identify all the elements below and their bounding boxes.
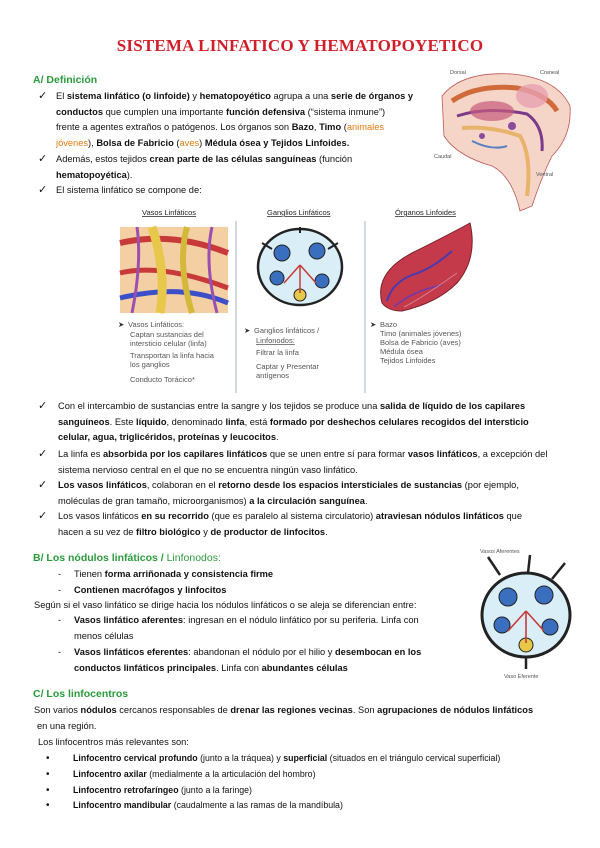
svg-text:Conducto Torácico*: Conducto Torácico* [130,375,195,384]
svg-text:Médula ósea: Médula ósea [380,347,423,356]
b-aferentes: Vasos linfático aferentes: ingresan en el nódulo linfático por su periferia. Linfa con menos células [74,615,419,641]
svg-text:Ganglios linfáticos /: Ganglios linfáticos / [254,326,320,335]
dash-icon: - [58,569,62,579]
svg-text:Filtrar la linfa: Filtrar la linfa [256,348,299,357]
c-bullet-1: Linfocentro cervical profundo (junto a la tráquea) y superficial (situados en el triángulo cervical superficial) [73,753,501,763]
label-ventral: Ventral [536,172,554,178]
svg-text:Tejidos Linfoides: Tejidos Linfoides [380,356,436,365]
label-dorsal: Dorsal [450,70,466,76]
b-intro: Según si el vaso linfático se dirige hacia los nódulos linfáticos o se aleja se diferencian entre: [34,600,417,610]
c-bullet-2: Linfocentro axilar (medialmente a la articulación del hombro) [73,769,316,779]
check-icon: ✓ [38,510,48,522]
label-caudal: Caudal [434,154,452,160]
check-icon: ✓ [38,153,48,165]
label-craneal: Craneal [540,70,560,76]
svg-text:Captar y Presentar: Captar y Presentar [256,362,319,371]
check-icon: ✓ [38,400,48,412]
page-title: SISTEMA LINFATICO Y HEMATOPOYETICO [116,36,484,55]
bullet-icon: • [46,800,50,811]
label-aferentes: Vasos Aferentes [480,549,520,555]
header-vasos: Vasos Linfáticos [142,208,197,217]
list2-item-2: La linfa es absorbida por los capilares linfáticos que se unen entre sí para formar vasos linfáticos, a excepción del sistema nervioso central en el que no se encuentra ningún vaso linfático. [58,449,548,475]
svg-text:Transportan la linfa hacia: Transportan la linfa hacia [130,351,214,360]
b-item-1: Tienen forma arriñonada y consistencia firme [74,569,274,579]
svg-text:➤: ➤ [118,320,125,329]
bullet-icon: • [46,785,50,796]
a-item-3: El sistema linfático se compone de: [56,185,202,195]
c-bullet-4: Linfocentro mandibular (caudalmente a las ramas de la mandíbula) [73,800,343,810]
svg-text:➤: ➤ [370,320,377,329]
check-icon: ✓ [38,479,48,491]
dash-icon: - [58,647,62,657]
header-organos: Órganos Linfoides [395,208,456,217]
check-icon: ✓ [38,184,48,196]
svg-text:Vasos Linfáticos:: Vasos Linfáticos: [128,320,185,329]
section-c-heading: C/ Los linfocentros [33,688,129,700]
list2-item-4: Los vasos linfáticos en su recorrido (que es paralelo al sistema circulatorio) atraviesan nódulos linfáticos que hacen a su vez de filtro biológico y de productor de linfocitos. [58,511,523,537]
lymph-vessel-illustration [120,227,228,313]
a-item-2: Además, estos tejidos crean parte de las células sanguíneas (función hematopoyética). [56,154,353,180]
c-intro: Los linfocentros más relevantes son: [38,737,189,747]
anatomy-diagram [432,66,577,216]
lymph-node-diagram [470,545,580,680]
header-ganglios: Ganglios Linfáticos [267,208,331,217]
svg-text:los ganglios: los ganglios [130,360,170,369]
dash-icon: - [58,585,62,595]
bullet-icon: • [46,769,50,780]
list2-item-3: Los vasos linfáticos, colaboran en el retorno desde los espacios intersticiales de sustancias (por ejemplo, moléculas de gran tamaño, microorganismos) a la circulación sanguínea. [58,480,519,506]
check-icon: ✓ [38,90,48,102]
lymph-node-illustration [258,227,342,305]
list2-item-1: Con el intercambio de sustancias entre la sangre y los tejidos se produce una salida de líquido de los capilares sanguíneos. Este líquido, denominado linfa, está formado por deshechos celulares recogidos del intersticio celular, agua, triglicéridos, proteínas y leucocitos. [58,401,529,442]
svg-text:Bolsa de Fabricio (aves): Bolsa de Fabricio (aves) [380,338,461,347]
check-icon: ✓ [38,448,48,460]
a-item-1: El sistema linfático (o linfoide) y hematopoyético agrupa a una serie de órganos y conductos que cumplen una importante función defensiva (“sistema inmune”) frente a agentes extraños o patógenos. Los órganos son Bazo, Timo (animales jóvenes), Bolsa de Fabricio (aves) Médula ósea y Tejidos Linfoides. [56,91,414,148]
dash-icon: - [58,615,62,625]
label-eferente: Vaso Eferente [504,674,539,680]
c-paragraph: Son varios nódulos cercanos responsables de drenar las regiones vecinas. Son agrupaciones de nódulos linfáticos en una región. [34,705,534,731]
svg-text:Bazo: Bazo [380,320,398,329]
svg-text:Timo (animales jóvenes): Timo (animales jóvenes) [380,329,462,338]
lymphatic-components-figure [112,203,484,398]
svg-text:Captan sustancias del: Captan sustancias del [130,330,204,339]
svg-text:intersticio celular (linfa): intersticio celular (linfa) [130,339,207,348]
svg-text:antígenos: antígenos [256,371,289,380]
b-eferentes: Vasos linfáticos eferentes: abandonan el nódulo por el hilio y desembocan en los conductos linfáticos principales. Linfa con abundantes células [74,647,422,673]
c-bullet-3: Linfocentro retrofaríngeo (junto a la faringe) [73,785,252,795]
b-item-2: Contienen macrófagos y linfocitos [74,585,227,595]
spleen-illustration [381,223,473,311]
bullet-icon: • [46,753,50,764]
section-a-heading: A/ Definición [33,74,98,86]
svg-text:➤: ➤ [244,326,251,335]
svg-text:Linfonodos:: Linfonodos: [256,336,295,345]
section-b-heading: B/ Los nódulos linfáticos / Linfonodos: [33,552,221,564]
